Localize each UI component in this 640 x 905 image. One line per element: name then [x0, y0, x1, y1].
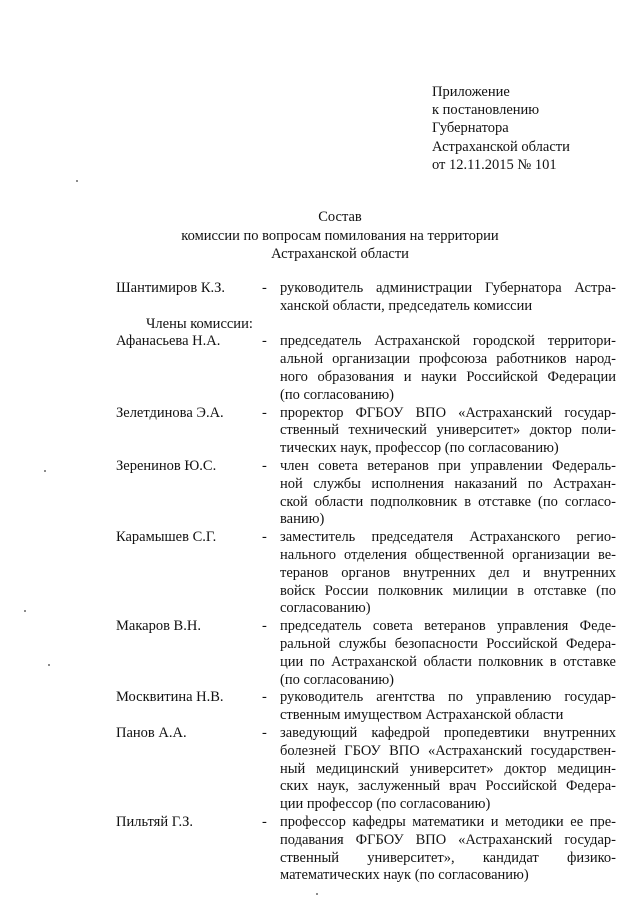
member-row	[116, 618, 616, 689]
member-dash: -	[262, 813, 267, 830]
title-line-2: комиссии по вопросам помилования на территории	[181, 227, 499, 244]
member-description	[280, 725, 616, 814]
title-line-1: Состав	[318, 209, 362, 225]
member-description	[280, 814, 616, 885]
member-row	[116, 333, 616, 404]
member-desc-line: ный медицинский университет» доктор медицин-	[280, 760, 616, 777]
chair-name: Шантимиров К.З.	[116, 280, 226, 296]
member-name: Пильтяй Г.З.	[116, 813, 193, 830]
member-desc-line: председатель совета ветеранов управления Феде-	[280, 618, 616, 635]
scan-speck	[76, 180, 78, 182]
member-desc-line: нального отделения общественной организации ве-	[280, 546, 616, 563]
member-dash: -	[262, 529, 267, 546]
commission-list	[116, 280, 616, 885]
member-dash: -	[262, 404, 267, 421]
member-desc-line: тических наук, профессор (по согласованию)	[280, 440, 559, 457]
appendix-header	[432, 83, 612, 174]
scan-speck	[24, 610, 26, 612]
member-description	[280, 333, 616, 404]
member-desc-line: согласованию)	[280, 600, 371, 617]
member-desc-line: (по согласованию)	[280, 671, 394, 688]
document-title	[110, 208, 570, 264]
member-desc-line: ной службы исполнения наказаний по Астрахан-	[280, 475, 616, 492]
member-desc-line: заместитель председателя Астраханского регио-	[280, 529, 616, 546]
member-name: Карамышев С.Г.	[116, 529, 217, 546]
member-desc-line: ственным имуществом Астраханской области	[280, 707, 564, 724]
member-desc-line: ской области подполковник в отставке (по согласо-	[280, 493, 616, 510]
member-desc-line: ванию)	[280, 511, 325, 528]
member-row	[116, 725, 616, 814]
member-desc-line: ции по Астраханской области полковник в отставке	[280, 653, 616, 670]
member-dash: -	[262, 724, 267, 741]
members-label: Члены комиссии:	[146, 315, 253, 332]
chair-row	[116, 280, 616, 316]
member-desc-line: альной организации профсоюза работников народ-	[280, 351, 616, 368]
appendix-line-5: от 12.11.2015 № 101	[432, 156, 557, 173]
appendix-line-1: Приложение	[432, 84, 510, 100]
member-desc-line: ральной службы безопасности Российской Федера-	[280, 635, 616, 652]
member-name: Макаров В.Н.	[116, 618, 201, 635]
chair-description	[280, 280, 616, 316]
member-desc-line: ции профессор (по согласованию)	[280, 796, 491, 813]
member-name: Зеренинов Ю.С.	[116, 457, 217, 474]
chair-desc-line: руководитель администрации Губернатора Астра-	[280, 280, 616, 296]
member-desc-line: ственный технический университет» доктор поли-	[280, 422, 616, 439]
member-desc-line: математических наук (по согласованию)	[280, 867, 529, 884]
member-desc-line: войск России полковник милиции в отставке (по	[280, 582, 616, 599]
member-desc-line: профессор кафедры математики и методики ее пре-	[280, 813, 616, 830]
chair-desc-line: ханской области, председатель комиссии	[280, 297, 533, 314]
member-desc-line: теранов органов внутренних дел и внутренних	[280, 564, 616, 581]
member-desc-line: подавания ФГБОУ ВПО «Астраханский государ-	[280, 831, 616, 848]
member-row	[116, 814, 616, 885]
appendix-line-3: Губернатора	[432, 120, 509, 137]
appendix-line-4: Астраханской области	[432, 138, 570, 155]
member-rows	[116, 333, 616, 885]
title-line-3: Астраханской области	[271, 246, 409, 263]
member-row	[116, 405, 616, 458]
member-desc-line: проректор ФГБОУ ВПО «Астраханский государ-	[280, 404, 616, 421]
scan-speck	[48, 664, 50, 666]
member-dash: -	[262, 457, 267, 474]
member-description	[280, 618, 616, 689]
member-desc-line: член совета ветеранов при управлении Федераль-	[280, 457, 616, 474]
member-row	[116, 529, 616, 618]
member-desc-line: заведующий кафедрой пропедевтики внутренних	[280, 724, 616, 741]
member-row	[116, 689, 616, 725]
member-name: Москвитина Н.В.	[116, 689, 224, 706]
member-dash: -	[262, 618, 267, 635]
member-description	[280, 529, 616, 618]
scan-speck	[316, 893, 318, 895]
member-name: Афанасьева Н.А.	[116, 333, 221, 350]
member-desc-line: ских наук, заслуженный врач Российской Федера-	[280, 778, 616, 795]
chair-dash: -	[262, 280, 267, 296]
member-description	[280, 458, 616, 529]
member-desc-line: болезней ГБОУ ВПО «Астраханский государствен-	[280, 742, 616, 759]
member-desc-line: руководитель агентства по управлению государ-	[280, 689, 616, 706]
member-name: Панов А.А.	[116, 724, 187, 741]
member-desc-line: председатель Астраханской городской территори-	[280, 333, 616, 350]
member-desc-line: ного образования и науки Российской Федерации	[280, 368, 616, 385]
member-description	[280, 689, 616, 725]
member-description	[280, 405, 616, 458]
member-name: Зелетдинова Э.А.	[116, 404, 224, 421]
appendix-line-2: к постановлению	[432, 102, 540, 119]
member-desc-line: (по согласованию)	[280, 386, 394, 403]
member-row	[116, 458, 616, 529]
member-desc-line: ственный университет», кандидат физико-	[280, 849, 616, 866]
scan-speck	[44, 470, 46, 472]
member-dash: -	[262, 689, 267, 706]
member-dash: -	[262, 333, 267, 350]
